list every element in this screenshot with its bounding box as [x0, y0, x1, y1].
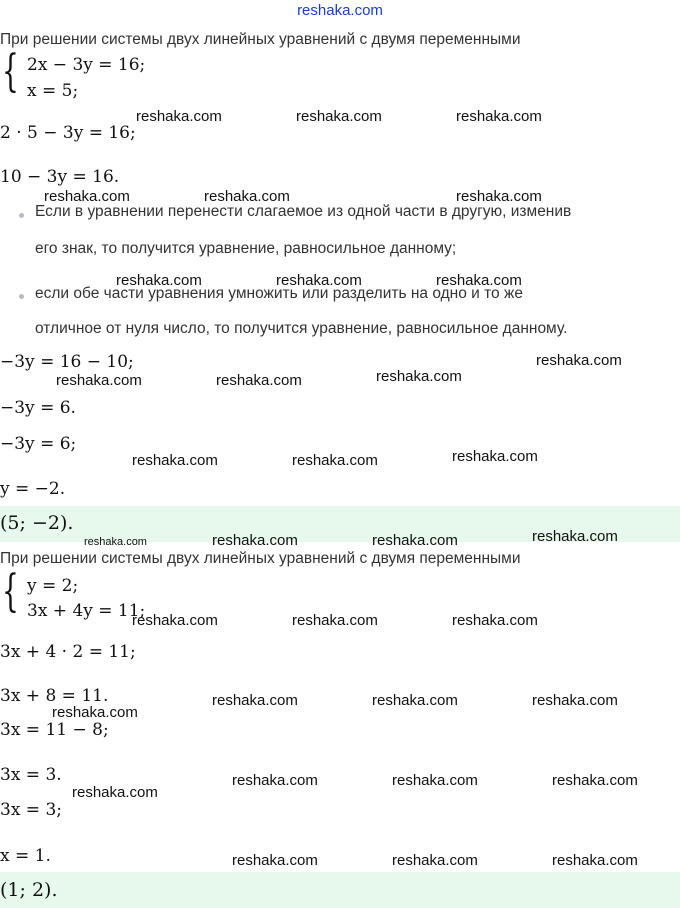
site-title[interactable]: reshaka.com: [297, 2, 383, 19]
watermark: reshaka.com: [52, 704, 138, 721]
solution1-step: y = −2.: [0, 479, 66, 499]
watermark: reshaka.com: [392, 772, 478, 789]
solution2-step: 3x + 4 · 2 = 11;: [0, 642, 136, 662]
solution1-step: −3y = 6.: [0, 398, 76, 418]
watermark: reshaka.com: [132, 612, 218, 629]
solution1-intro: При решении системы двух линейных уравнений с двумя переменными: [0, 31, 521, 48]
bullet-dot: [19, 294, 24, 299]
watermark: reshaka.com: [232, 852, 318, 869]
system2-eq1: y = 2;: [27, 576, 79, 596]
solution2-step: x = 1.: [0, 846, 51, 866]
watermark: reshaka.com: [392, 852, 478, 869]
system1-brace: {: [2, 46, 19, 97]
solution1-step: 2 · 5 − 3y = 16;: [0, 123, 136, 143]
watermark: reshaka.com: [436, 272, 522, 289]
watermark: reshaka.com: [532, 692, 618, 709]
watermark: reshaka.com: [372, 692, 458, 709]
watermark: reshaka.com: [84, 536, 147, 548]
watermark: reshaka.com: [452, 612, 538, 629]
rule2-line2: отличное от нуля число, то получится уравнение, равносильное данному.: [35, 320, 568, 337]
rule1-line1: Если в уравнении перенести слагаемое из одной части в другую, изменив: [35, 203, 572, 220]
answer2: (1; 2).: [0, 879, 58, 901]
watermark: reshaka.com: [72, 784, 158, 801]
rule1-line2: его знак, то получится уравнение, равносильное данному;: [35, 240, 457, 257]
solution2-step: 3x = 3.: [0, 765, 62, 785]
watermark: reshaka.com: [536, 352, 622, 369]
watermark: reshaka.com: [204, 188, 290, 205]
watermark: reshaka.com: [276, 272, 362, 289]
watermark: reshaka.com: [56, 372, 142, 389]
bullet-dot: [19, 213, 24, 218]
watermark: reshaka.com: [212, 692, 298, 709]
watermark: reshaka.com: [372, 532, 458, 549]
watermark: reshaka.com: [456, 188, 542, 205]
watermark: reshaka.com: [132, 452, 218, 469]
solution1-step: −3y = 6;: [0, 434, 77, 454]
system2-eq2: 3x + 4y = 11;: [27, 601, 146, 621]
solution2-step: 3x = 11 − 8;: [0, 720, 109, 740]
watermark: reshaka.com: [44, 188, 130, 205]
solution2-intro: При решении системы двух линейных уравнений с двумя переменными: [0, 550, 521, 567]
watermark: reshaka.com: [116, 272, 202, 289]
system1-eq2: x = 5;: [27, 81, 79, 101]
answer2-box: [0, 872, 680, 908]
watermark: reshaka.com: [376, 368, 462, 385]
watermark: reshaka.com: [292, 452, 378, 469]
watermark: reshaka.com: [296, 108, 382, 125]
watermark: reshaka.com: [552, 852, 638, 869]
watermark: reshaka.com: [232, 772, 318, 789]
answer1: (5; −2).: [0, 512, 74, 534]
watermark: reshaka.com: [292, 612, 378, 629]
watermark: reshaka.com: [216, 372, 302, 389]
solution1-step: −3y = 16 − 10;: [0, 352, 134, 372]
solution2-step: 3x + 8 = 11.: [0, 686, 109, 706]
solution2-step: 3x = 3;: [0, 800, 62, 820]
watermark: reshaka.com: [136, 108, 222, 125]
watermark: reshaka.com: [552, 772, 638, 789]
system2-brace: {: [2, 566, 19, 617]
watermark: reshaka.com: [452, 448, 538, 465]
solution1-step: 10 − 3y = 16.: [0, 167, 120, 187]
system1-eq1: 2x − 3y = 16;: [27, 55, 146, 75]
watermark: reshaka.com: [532, 528, 618, 545]
watermark: reshaka.com: [212, 532, 298, 549]
watermark: reshaka.com: [456, 108, 542, 125]
rule2-line1: если обе части уравнения умножить или разделить на одно и то же: [35, 285, 523, 302]
